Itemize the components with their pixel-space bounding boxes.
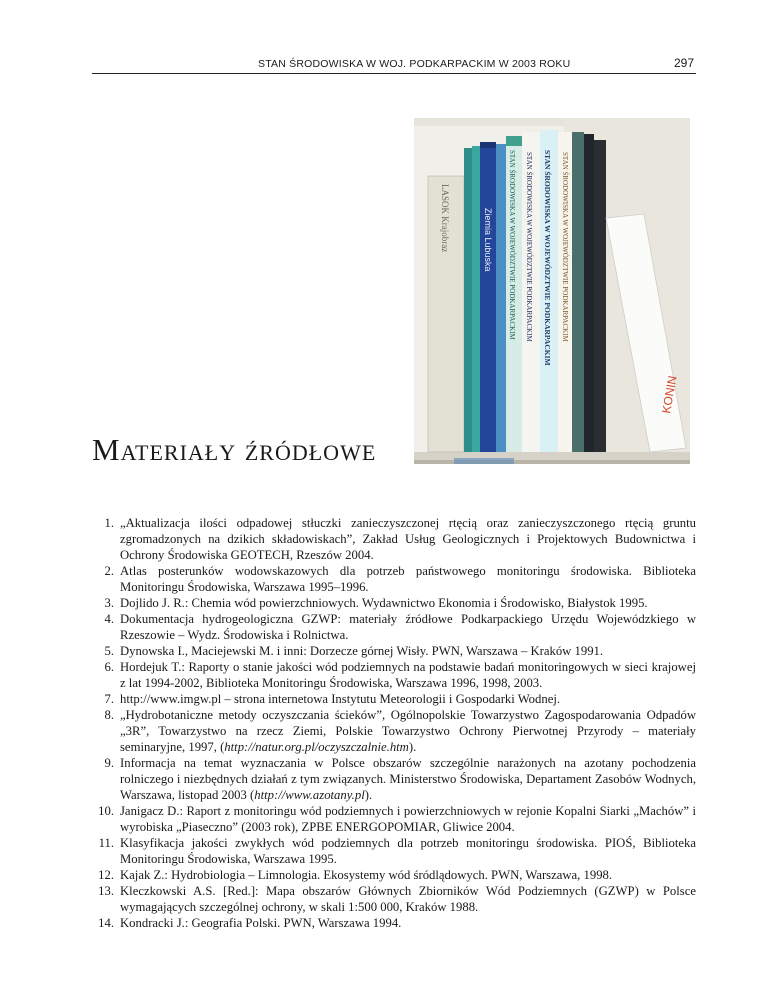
reference-number: 5. (104, 644, 114, 658)
reference-text: Kleczkowski A.S. [Red.]: Mapa obszarów Głównych Zbiorników Wód Podziemnych (GZWP) w Polsce wymagających szczególnej ochrony, w skali 1:500 000, Kraków 1988. (120, 884, 696, 914)
reference-item (92, 659, 696, 691)
reference-item (92, 867, 696, 883)
reference-text: Kajak Z.: Hydrobiologia – Limnologia. Ekosystemy wód śródlądowych. PWN, Warszawa, 1998. (120, 868, 613, 882)
reference-item (92, 611, 696, 643)
reference-item (92, 643, 696, 659)
reference-number: 13. (98, 884, 114, 898)
reference-item (92, 883, 696, 915)
reference-item (92, 803, 696, 835)
bookshelf-illustration (414, 118, 690, 464)
book-spine-5 (506, 136, 522, 452)
book-spine-8-label: STAN ŚRODOWISKA W WOJEWÓDZTWIE PODKARPACKIM (561, 152, 569, 342)
book-spine-9 (572, 132, 606, 452)
reference-text: Dynowska I., Maciejewski M. i inni: Dorzecze górnej Wisły. PWN, Warszawa – Kraków 1991. (120, 644, 604, 658)
reference-number: 6. (104, 660, 114, 674)
reference-number: 11. (98, 836, 114, 850)
book-spine-7 (540, 130, 558, 452)
reference-number: 12. (98, 868, 114, 882)
reference-number: 3. (104, 596, 114, 610)
reference-text: Klasyfikacja jakości zwykłych wód podziemnych dla potrzeb monitoringu środowiska. PIOŚ, Biblioteka Monitoringu Środowiska, Warszawa 1995. (120, 836, 696, 866)
book-spine-6-label: STAN ŚRODOWISKA W WOJEWÓDZTWIE PODKARPACKIM (525, 152, 533, 342)
reference-list (92, 515, 696, 931)
reference-number: 14. (98, 916, 114, 930)
reference-item (92, 515, 696, 563)
reference-text: „Aktualizacja ilości odpadowej stłuczki zanieczyszczonej rtęcią oraz zanieczyszczonego rtęcią gruntu zgromadzonych na dzikich składowiskach”, Zakład Usług Geologicznych i Projektowych Budownictwa i Ochrony Środowiska GEOTECH, Rzeszów 2004. (120, 516, 696, 562)
book-spine-3-label: Ziemia Lubuska (483, 208, 493, 272)
reference-text: http://www.imgw.pl – strona internetowa Instytutu Meteorologii i Gospodarki Wodnej. (120, 692, 561, 706)
book-spine-1 (428, 176, 464, 452)
reference-url: http://www.azotany.pl (254, 788, 365, 802)
reference-item (92, 595, 696, 611)
book-spine-7-label: STAN ŚRODOWISKA W WOJEWÓDZTWIE PODKARPACKIM (543, 150, 552, 366)
reference-number: 4. (104, 612, 114, 626)
reference-item (92, 915, 696, 931)
book-spine-8 (558, 132, 572, 452)
reference-text: Janigacz D.: Raport z monitoringu wód podziemnych i powierzchniowych w rejonie Kopalni Siarki „Machów” i wyrobiska „Piaseczno” (2003 rok), ZPBE ENERGOPOMIAR, Gliwice 2004. (120, 804, 696, 834)
reference-number: 7. (104, 692, 114, 706)
book-spine-4 (496, 144, 506, 452)
reference-text: Dojlido J. R.: Chemia wód powierzchniowych. Wydawnictwo Ekonomia i Środowisko, Białystok 1995. (120, 596, 648, 610)
book-spine-6 (522, 132, 540, 452)
reference-text-after: ). (408, 740, 417, 754)
reference-url: http://natur.org.pl/oczyszczalnie.htm (224, 740, 409, 754)
reference-text: Informacja na temat wyznaczania w Polsce obszarów szczególnie narażonych na azotany pochodzenia rolniczego i niezbędnych działań z tym związanych. Ministerstwo Środowiska, Departament Zasobów Wodnych, Warszawa, listopad 2003 ( (120, 756, 696, 802)
reference-number: 9. (104, 756, 114, 770)
bookshelf-photo (414, 118, 690, 464)
reference-text: „Hydrobotaniczne metody oczyszczania ścieków”, Ogólnopolskie Towarzystwo Zagospodarowania Odpadów „3R”, Towarzystwo na rzecz Ziemi, Polskie Towarzystwo Ochrony Pierwotnej Przyrody – materiały seminaryjne, 1997, ( (120, 708, 696, 754)
reference-item (92, 691, 696, 707)
running-header (92, 55, 696, 74)
reference-item (92, 563, 696, 595)
book-spine-1-label: LASOK Krajobraz (440, 184, 450, 253)
reference-item (92, 755, 696, 803)
reference-number: 2. (104, 564, 114, 578)
page-number: 297 (673, 56, 694, 70)
reference-text-after: ). (364, 788, 373, 802)
book-spine-5-label: STAN ŚRODOWISKA W WOJEWÓDZTWIE PODKARPACKIM (508, 150, 516, 340)
reference-item (92, 835, 696, 867)
reference-text: Dokumentacja hydrogeologiczna GZWP: materiały źródłowe Podkarpackiego Urzędu Wojewódzkiego w Rzeszowie – Wydz. Środowiska i Rolnictwa. (120, 612, 696, 642)
reference-item (92, 707, 696, 755)
book-spine-3 (480, 142, 496, 452)
reference-text: Kondracki J.: Geografia Polski. PWN, Warszawa 1994. (120, 916, 402, 930)
reference-text: Atlas posterunków wodowskazowych dla potrzeb państwowego monitoringu środowiska. Biblioteka Monitoringu Środowiska, Warszawa 1995–1996. (120, 564, 696, 594)
running-title: STAN ŚRODOWISKA W WOJ. PODKARPACKIM W 2003 ROKU (258, 58, 571, 70)
reference-number: 8. (104, 708, 114, 722)
reference-number: 10. (98, 804, 114, 818)
reference-number: 1. (104, 516, 114, 530)
book-spine-2 (464, 146, 480, 452)
section-title: Materiały źródłowe (92, 432, 377, 467)
reference-text: Hordejuk T.: Raporty o stanie jakości wód podziemnych na podstawie badań monitoringowych w sieci krajowej z lat 1994-2002, Biblioteka Monitoringu Środowiska, Warszawa 1996, 1998, 2003. (120, 660, 696, 690)
book-spine-konin-label: KONIN (659, 374, 680, 415)
